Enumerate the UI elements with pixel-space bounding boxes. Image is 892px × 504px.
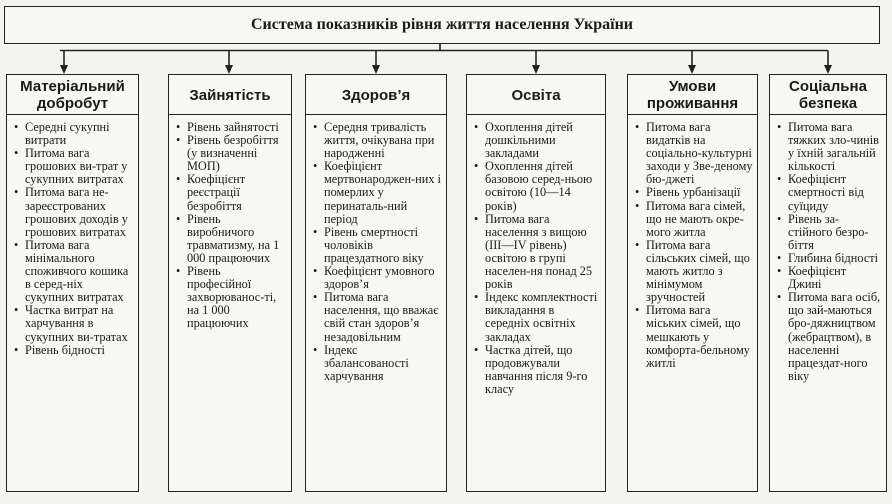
indicator-item: • Питома вага осіб, що зай-маються бро-дяжництвом (жебрацтвом), в населенні працездат-ного віку bbox=[776, 291, 882, 383]
indicator-item: • Питома вага сільських сімей, що мають житло з мінімумом зручностей bbox=[634, 239, 753, 304]
column-heading-education: Освіта bbox=[466, 74, 606, 116]
indicator-item: • Середні сукупні витрати bbox=[13, 121, 134, 147]
indicator-item: • Глибина бідності bbox=[776, 252, 882, 265]
indicator-item: • Рівень за-стійного безро-біття bbox=[776, 213, 882, 252]
arrow-head bbox=[824, 65, 832, 74]
indicator-item: • Коефіцієнт умовного здоров’я bbox=[312, 265, 442, 291]
column-body-employment bbox=[168, 114, 292, 492]
indicator-item: • Питома вага населення з вищою (ІІІ—ІV рівень) освітою в групі населен-ня понад 25 років bbox=[473, 213, 601, 292]
column-heading-social-security: Соціальна безпека bbox=[769, 74, 887, 116]
indicator-item: • Охоплення дітей дошкільними закладами bbox=[473, 121, 601, 160]
indicator-item: • Індекс комплектності викладання в середніх освітніх закладах bbox=[473, 291, 601, 343]
indicator-item: • Рівень зайнятості bbox=[175, 121, 287, 134]
column-heading-living-conditions: Умови проживання bbox=[627, 74, 758, 116]
diagram-title: Система показників рівня життя населення України bbox=[4, 6, 880, 44]
arrow-head bbox=[688, 65, 696, 74]
indicator-item: • Коефіцієнт мертвонароджен-них і померлих у перинаталь-ний період bbox=[312, 160, 442, 225]
indicator-item: • Питома вага не-зареєстрованих грошових доходів у грошових витратах bbox=[13, 186, 134, 238]
arrow-group bbox=[60, 51, 832, 75]
indicator-item: • Коефіцієнт смертності від суїциду bbox=[776, 173, 882, 212]
arrow-head bbox=[372, 65, 380, 74]
indicator-item: • Коефіцієнт реєстрації безробіття bbox=[175, 173, 287, 212]
column-heading-employment: Зайнятість bbox=[168, 74, 292, 116]
column-body-social-security bbox=[769, 114, 887, 492]
arrow-head bbox=[225, 65, 233, 74]
indicator-item: • Питома вага грошових ви-трат у сукупних витратах bbox=[13, 147, 134, 186]
indicator-item: • Питома вага міських сімей, що мешкають у комфорта-бельному житлі bbox=[634, 304, 753, 369]
column-body-material-welfare bbox=[6, 114, 139, 492]
indicator-item: • Питома вага мінімального споживчого кошика в серед-ніх сукупних витратах bbox=[13, 239, 134, 304]
indicator-item: • Питома вага населення, що вважає свій стан здоров’я незадовільним bbox=[312, 291, 442, 343]
indicator-item: • Рівень виробничого травматизму, на 1 000 працюючих bbox=[175, 213, 287, 265]
indicator-item: • Питома вага тяжких зло-чинів у їхній загальній кількості bbox=[776, 121, 882, 173]
indicator-item: • Рівень професійної захворюванос-ті, на 1 000 працюючих bbox=[175, 265, 287, 330]
indicator-item: • Коефіцієнт Джині bbox=[776, 265, 882, 291]
indicator-item: • Індекс збалансованості харчування bbox=[312, 344, 442, 383]
column-heading-material-welfare: Матеріальний добробут bbox=[6, 74, 139, 116]
indicator-item: • Рівень безробіття (у визначенні МОП) bbox=[175, 134, 287, 173]
arrow-head bbox=[60, 65, 68, 74]
column-heading-health: Здоров’я bbox=[305, 74, 447, 116]
indicator-item: • Питома вага видатків на соціально-культурні заходи у Зве-деному бю-джеті bbox=[634, 121, 753, 186]
indicator-item: • Охоплення дітей базовою серед-ньою освітою (10—14 років) bbox=[473, 160, 601, 212]
indicator-item: • Частка витрат на харчування в сукупних ви-тратах bbox=[13, 304, 134, 343]
indicator-item: • Рівень бідності bbox=[13, 344, 134, 357]
indicator-item: • Рівень урбанізації bbox=[634, 186, 753, 199]
indicator-item: • Рівень смертності чоловіків працездатного віку bbox=[312, 226, 442, 265]
indicator-item: • Частка дітей, що продовжували навчання після 9-го класу bbox=[473, 344, 601, 396]
indicator-item: • Середня тривалість життя, очікувана при народженні bbox=[312, 121, 442, 160]
arrow-head bbox=[532, 65, 540, 74]
column-body-education bbox=[466, 114, 606, 492]
column-body-health bbox=[305, 114, 447, 492]
indicator-item: • Питома вага сімей, що не мають окре-мого житла bbox=[634, 200, 753, 239]
column-body-living-conditions bbox=[627, 114, 758, 492]
